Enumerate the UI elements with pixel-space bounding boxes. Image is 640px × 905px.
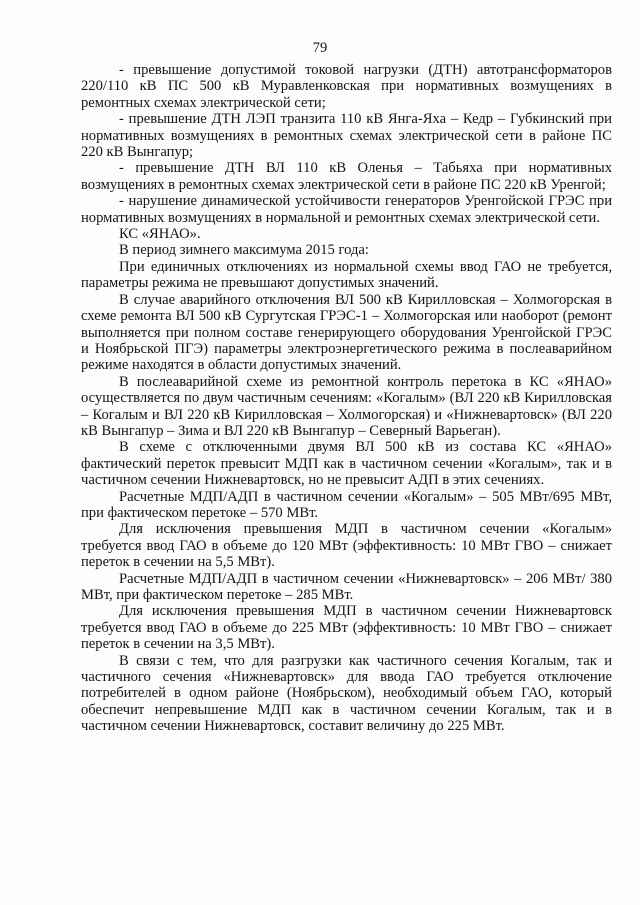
list-item-dtn-transit-line: - превышение ДТН ЛЭП транзита 110 кВ Янга-Яха – Кедр – Губкинский при нормативных возмущениях в ремонтных схемах электрической сети в районе ПС 220 кВ Вынгапур; (81, 111, 612, 161)
paragraph-single-outages: При единичных отключениях из нормальной схемы ввод ГАО не требуется, параметры режима не превышают допустимых значений. (81, 258, 612, 292)
paragraph-nizhnevartovsk-gao: Для исключения превышения МДП в частичном сечении Нижневартовск требуется ввод ГАО в объеме до 225 МВт (эффективность: 10 МВт ГВО – снижает переток в сечении на 3,5 МВт). (81, 603, 612, 653)
paragraph-kogalym-limits: Расчетные МДП/АДП в частичном сечении «Когалым» – 505 МВт/695 МВт, при фактическом перетоке – 570 МВт. (81, 488, 612, 521)
list-item-dtn-autotransformers: - превышение допустимой токовой нагрузки (ДТН) автотрансформаторов 220/110 кВ ПС 500 кВ Муравленковская при нормативных возмущениях в ремонтных схемах электрической сети; (81, 62, 612, 111)
document-body (81, 62, 612, 735)
paragraph-emergency-outage: В случае аварийного отключения ВЛ 500 кВ Кирилловская – Холмогорская в схеме ремонта ВЛ 500 кВ Сургутская ГРЭС-1 – Холмогорская или наоборот (ремонт выполняется при полном составе генерирующего оборудования Уренгойской ГРЭС и Ноябрьской ПГЭ) параметры электроэнергетического режима в послеаварийном режиме находятся в области допустимых значений. (81, 291, 612, 374)
paragraph-kogalym-gao: Для исключения превышения МДП в частичном сечении «Когалым» требуется ввод ГАО в объеме до 120 МВт (эффективность: 10 МВт ГВО – снижает переток в сечении на 5,5 МВт). (81, 521, 612, 571)
list-item-dynamic-stability: - нарушение динамической устойчивости генераторов Уренгойской ГРЭС при нормативных возмущениях в нормальной и ремонтных схемах электрической сети. (81, 193, 612, 226)
section-heading-ks-yanao: КС «ЯНАО». (119, 226, 201, 243)
list-item-dtn-olenya-line: - превышение ДТН ВЛ 110 кВ Оленья – Табьяха при нормативных возмущениях в ремонтных схемах электрической сети в районе ПС 220 кВ Уренгой; (81, 160, 612, 193)
paragraph-post-emergency-control: В послеаварийной схеме из ремонтной контроль перетока в КС «ЯНАО» осуществляется по двум частичным сечениям: «Когалым» (ВЛ 220 кВ Кирилловская – Когалым и ВЛ 220 кВ Кирилловская – Холмогорская) и «Нижневартовск» (ВЛ 220 кВ Вынгапур – Зима и ВЛ 220 кВ Вынгапур – Северный Варьеган). (81, 373, 612, 439)
page-number: 79 (312, 40, 328, 56)
paragraph-conclusion: В связи с тем, что для разгрузки как частичного сечения Когалым, так и частичного сечения «Нижневартовск» для ввода ГАО требуется отключение потребителей в одном районе (Ноябрьском), необходимый объем ГАО, который обеспечит непревышение МДП как в частичном сечении Когалым, так и в частичном сечении Нижневартовск, составит величину до 225 МВт. (81, 652, 612, 735)
paragraph-winter-maximum: В период зимнего максимума 2015 года: (119, 242, 369, 259)
paragraph-two-lines-disconnected: В схеме с отключенными двумя ВЛ 500 кВ из состава КС «ЯНАО» фактический переток превысит МДП как в частичном сечении «Когалым», так и в частичном сечении Нижневартовск, но не превысит АДП в этих сечениях. (81, 439, 612, 489)
paragraph-nizhnevartovsk-limits: Расчетные МДП/АДП в частичном сечении «Нижневартовск» – 206 МВт/ 380 МВт, при фактическом перетоке – 285 МВт. (81, 570, 612, 603)
